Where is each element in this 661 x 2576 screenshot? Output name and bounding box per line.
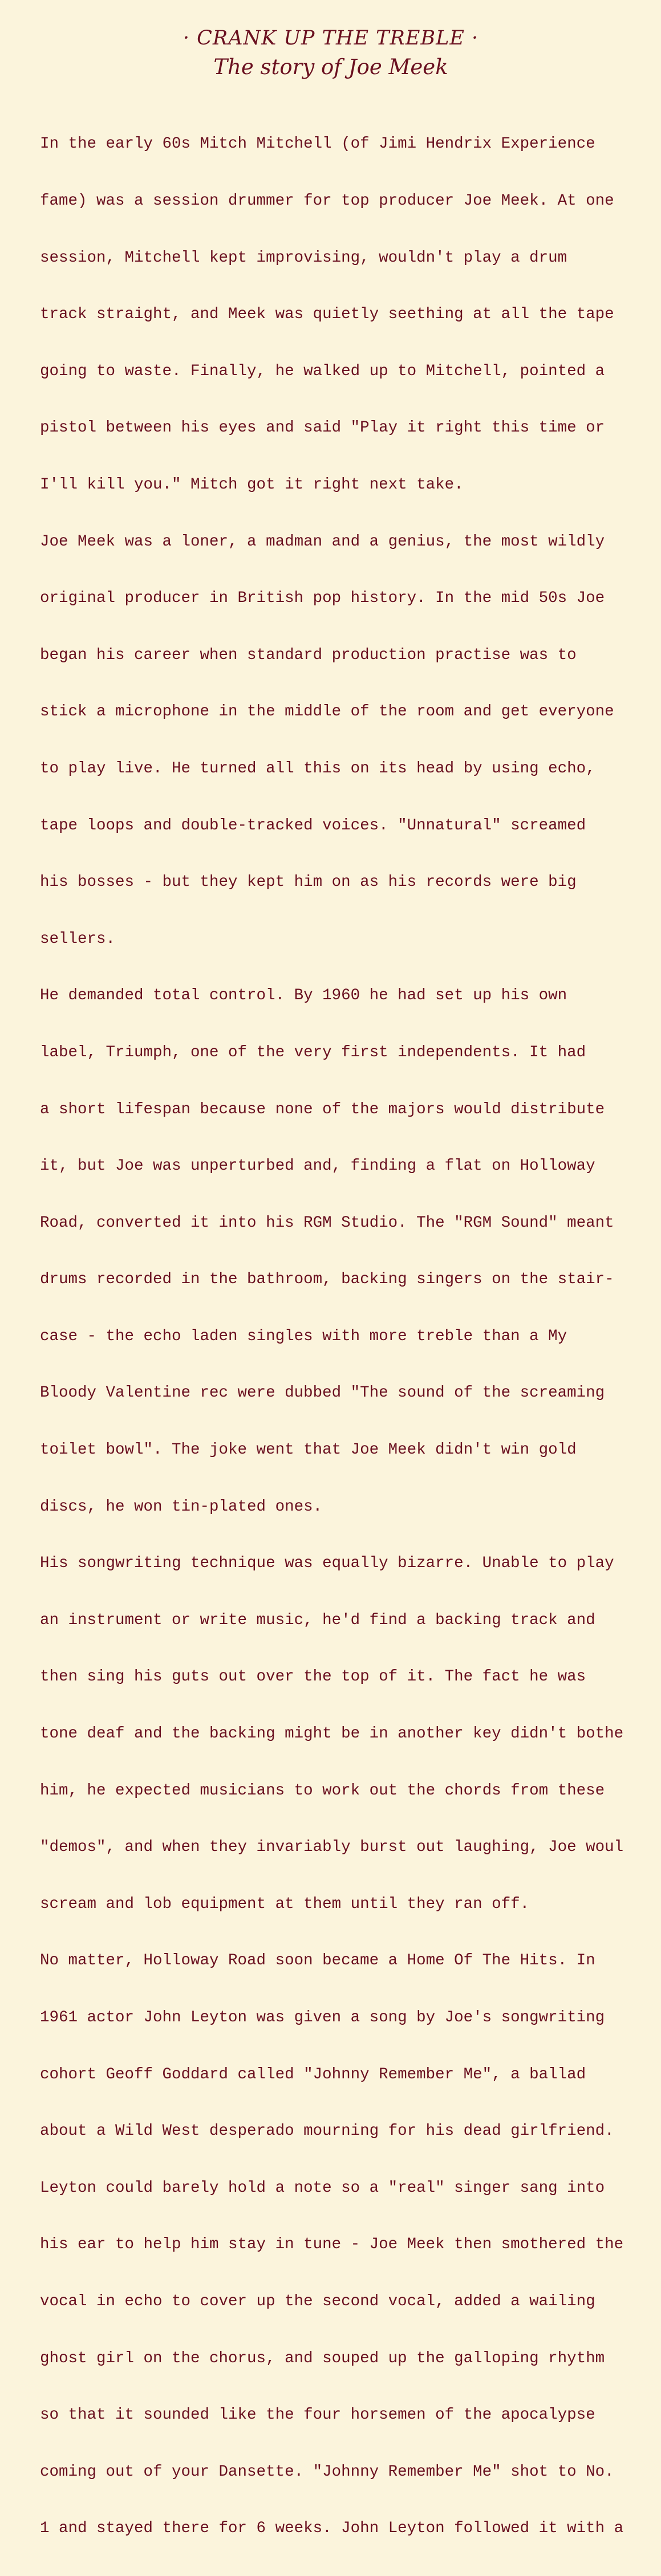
text-line: No matter, Holloway Road soon became a Home Of The Hits. In <box>40 1952 595 1970</box>
text-line: so that it sounded like the four horsemen of the apocalypse <box>40 2406 595 2424</box>
text-line: Joe Meek was a loner, a madman and a genius, the most wildly <box>40 532 605 551</box>
text-line: track straight, and Meek was quietly seething at all the tape <box>40 306 614 324</box>
text-line: him, he expected musicians to work out the chords from these <box>40 1781 605 1800</box>
text-line: discs, he won tin-plated ones. <box>40 1497 323 1516</box>
text-line: Bloody Valentine rec were dubbed "The sound of the screaming <box>40 1384 605 1402</box>
text-line: 1 and stayed there for 6 weeks. John Leyton followed it with a <box>40 2520 624 2538</box>
text-line: fame) was a session drummer for top producer Joe Meek. At one <box>40 192 614 210</box>
text-line: it, but Joe was unperturbed and, finding a flat on Holloway <box>40 1157 595 1175</box>
text-line: coming out of your Dansette. "Johnny Remember Me" shot to No. <box>40 2463 614 2481</box>
text-line: label, Triumph, one of the very first independents. It had <box>40 1043 586 1061</box>
text-line: pistol between his eyes and said "Play it right this time or <box>40 419 605 437</box>
text-line: tone deaf and the backing might be in another key didn't bothe <box>40 1725 624 1743</box>
text-line: ghost girl on the chorus, and souped up the galloping rhythm <box>40 2349 605 2367</box>
text-line: session, Mitchell kept improvising, wouldn't play a drum <box>40 249 567 267</box>
text-line: his ear to help him stay in tune - Joe Meek then smothered the <box>40 2236 624 2254</box>
text-line: Road, converted it into his RGM Studio. The "RGM Sound" meant <box>40 1214 614 1232</box>
text-line: stick a microphone in the middle of the room and get everyone <box>40 703 614 721</box>
text-line: cohort Geoff Goddard called "Johnny Remember Me", a ballad <box>40 2065 586 2083</box>
text-line: In the early 60s Mitch Mitchell (of Jimi Hendrix Experience <box>40 135 595 153</box>
text-line: tape loops and double-tracked voices. "Unnatural" screamed <box>40 816 586 835</box>
text-line: sellers. <box>40 930 116 948</box>
text-line: then sing his guts out over the top of it. The fact he was <box>40 1668 586 1686</box>
text-line: scream and lob equipment at them until they ran off. <box>40 1895 530 1913</box>
text-line: toilet bowl". The joke went that Joe Meek didn't win gold <box>40 1441 577 1459</box>
text-line: original producer in British pop history. In the mid 50s Joe <box>40 589 605 608</box>
text-line: vocal in echo to cover up the second vocal, added a wailing <box>40 2292 595 2310</box>
text-line: I'll kill you." Mitch got it right next take. <box>40 475 464 494</box>
article-body <box>40 97 656 2576</box>
text-line: Leyton could barely hold a note so a "real" singer sang into <box>40 2179 605 2197</box>
text-line: his bosses - but they kept him on as his records were big <box>40 873 577 892</box>
text-line: case - the echo laden singles with more treble than a My <box>40 1327 567 1345</box>
text-line: an instrument or write music, he'd find a backing track and <box>40 1611 595 1629</box>
title-subtitle: The story of Joe Meek <box>213 55 448 79</box>
text-line: going to waste. Finally, he walked up to Mitchell, pointed a <box>40 362 605 380</box>
text-line: He demanded total control. By 1960 he had set up his own <box>40 987 567 1005</box>
text-line: drums recorded in the bathroom, backing singers on the stair- <box>40 1271 614 1289</box>
text-line: to play live. He turned all this on its head by using echo, <box>40 759 595 778</box>
title-main: · CRANK UP THE TREBLE · <box>183 27 479 50</box>
text-line: began his career when standard production practise was to <box>40 646 577 664</box>
page-title <box>171 27 490 84</box>
text-line: His songwriting technique was equally bizarre. Unable to play <box>40 1554 614 1573</box>
text-line: 1961 actor John Leyton was given a song by Joe's songwriting <box>40 2009 605 2026</box>
text-line: "demos", and when they invariably burst out laughing, Joe woul <box>40 1838 624 1857</box>
text-line: about a Wild West desperado mourning for his dead girlfriend. <box>40 2122 614 2140</box>
text-line: a short lifespan because none of the majors would distribute <box>40 1100 605 1118</box>
